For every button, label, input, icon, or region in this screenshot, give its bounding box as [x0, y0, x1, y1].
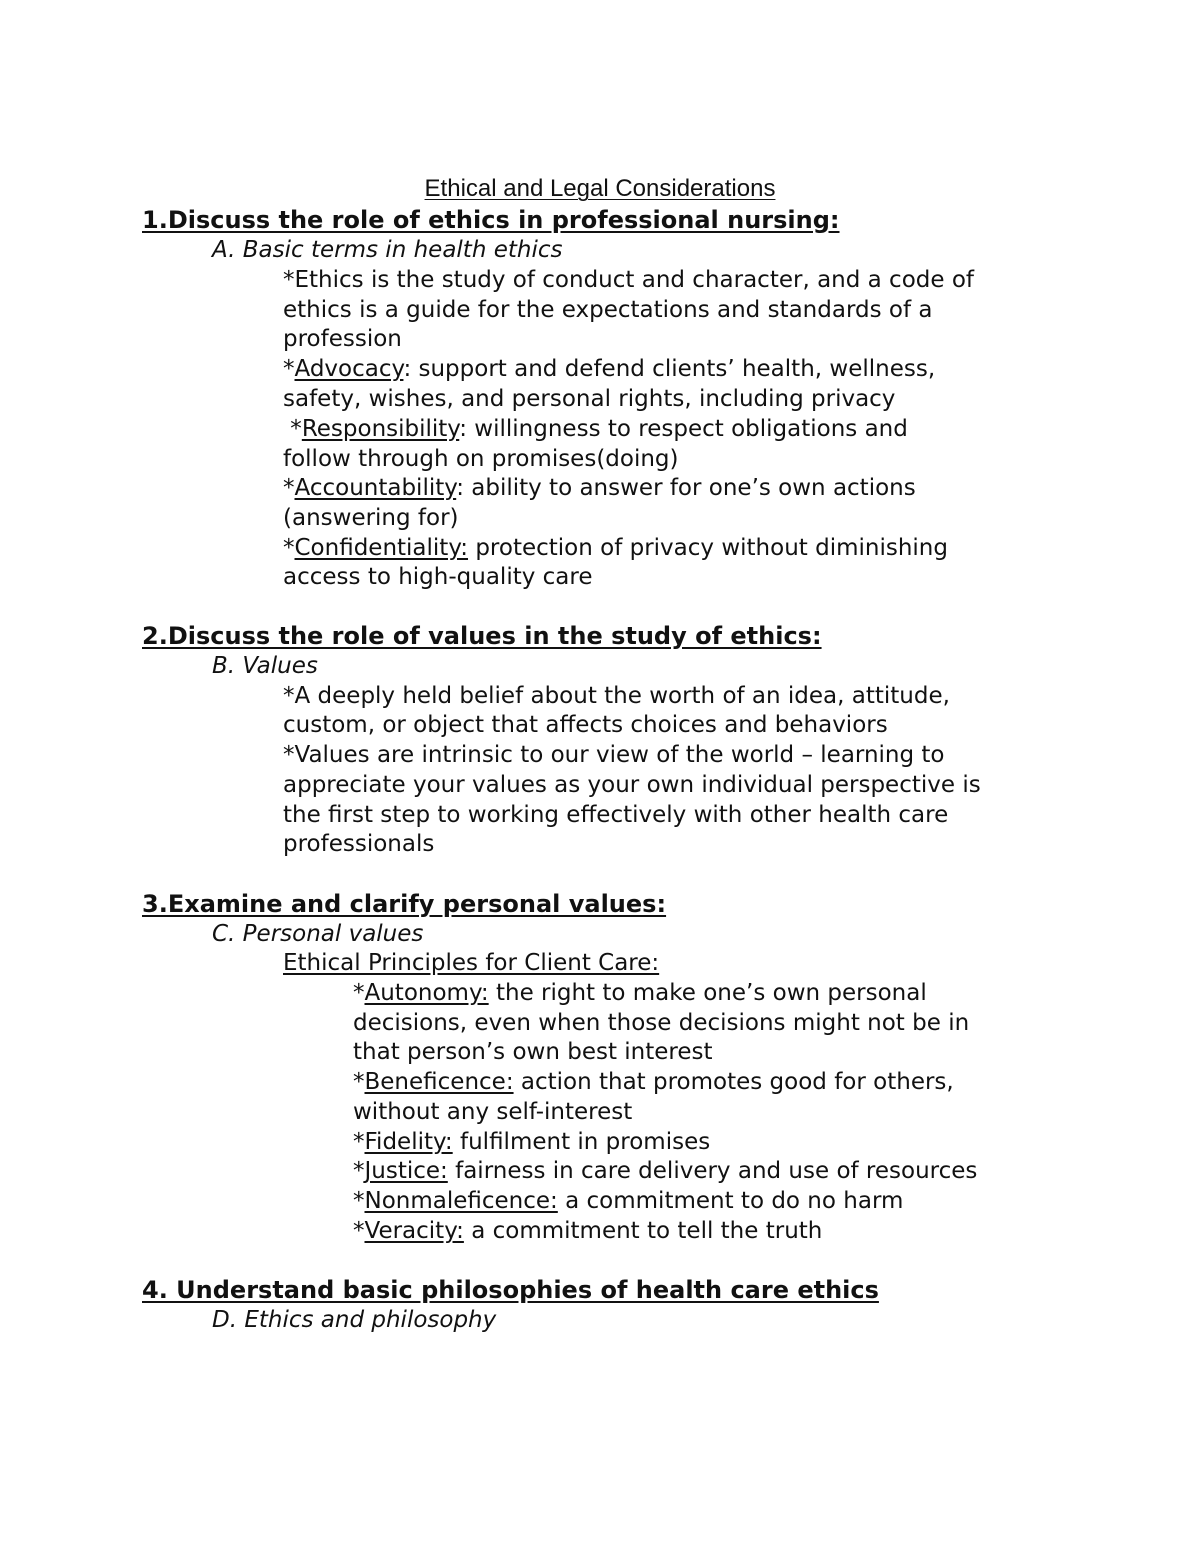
- responsibility-term: Responsibility: [301, 416, 460, 442]
- bullet-star: *: [283, 475, 295, 501]
- bullet-star: *: [353, 1129, 365, 1155]
- bullet-star: *: [353, 1218, 365, 1244]
- advocacy-term: Advocacy: [294, 356, 404, 382]
- advocacy-entry: [283, 354, 935, 384]
- autonomy-definition-line-2: decisions, even when those decisions might not be in: [353, 1010, 970, 1036]
- bullet-star: *: [283, 356, 295, 382]
- document-title: Ethical and Legal Considerations: [424, 175, 776, 202]
- section-3-heading: 3.Examine and clarify personal values:: [142, 890, 667, 918]
- confidentiality-term: Confidentiality:: [294, 535, 469, 561]
- beneficence-entry: [353, 1067, 954, 1097]
- responsibility-definition-line-2: follow through on promises(doing): [283, 446, 679, 472]
- accountability-definition-line-2: (answering for): [283, 505, 459, 531]
- nonmaleficence-definition: a commitment to do no harm: [557, 1188, 904, 1214]
- section-2-subheading: B. Values: [212, 653, 318, 679]
- ethical-principles-title: Ethical Principles for Client Care:: [283, 950, 660, 976]
- veracity-entry: [353, 1216, 822, 1246]
- bullet-star: *: [353, 1158, 365, 1184]
- section-1-heading: 1.Discuss the role of ethics in professional nursing:: [142, 206, 840, 234]
- veracity-definition: a commitment to tell the truth: [463, 1218, 823, 1244]
- responsibility-entry: [283, 414, 908, 444]
- autonomy-term: Autonomy:: [364, 980, 489, 1006]
- section-1-subheading: A. Basic terms in health ethics: [212, 237, 563, 263]
- justice-entry: [353, 1156, 977, 1186]
- bullet-star: *: [353, 1188, 365, 1214]
- bullet-star: *: [283, 416, 302, 442]
- confidentiality-definition-line-2: access to high-quality care: [283, 564, 593, 590]
- fidelity-entry: [353, 1127, 710, 1157]
- justice-definition: fairness in care delivery and use of resources: [447, 1158, 978, 1184]
- nonmaleficence-entry: [353, 1186, 903, 1216]
- bullet-star: *: [353, 1069, 365, 1095]
- values-line-6: professionals: [283, 831, 435, 857]
- section-2-heading: 2.Discuss the role of values in the study of ethics:: [142, 622, 822, 650]
- bullet-star: *: [283, 535, 295, 561]
- values-line-5: the first step to working effectively with other health care: [283, 802, 949, 828]
- values-line-2: custom, or object that affects choices and behaviors: [283, 712, 888, 738]
- values-line-3: *Values are intrinsic to our view of the world – learning to: [283, 742, 945, 768]
- advocacy-definition-line-2: safety, wishes, and personal rights, including privacy: [283, 386, 896, 412]
- section-4-heading: 4. Understand basic philosophies of health care ethics: [142, 1276, 879, 1304]
- accountability-entry: [283, 473, 916, 503]
- fidelity-definition: fulfilment in promises: [452, 1129, 711, 1155]
- ethics-definition-line-3: profession: [283, 326, 402, 352]
- autonomy-entry: [353, 978, 927, 1008]
- values-line-4: appreciate your values as your own individual perspective is: [283, 772, 981, 798]
- autonomy-definition: the right to make one’s own personal: [488, 980, 927, 1006]
- accountability-definition: : ability to answer for one’s own actions: [456, 475, 916, 501]
- bullet-star: *: [353, 980, 365, 1006]
- section-4-subheading: D. Ethics and philosophy: [212, 1307, 497, 1333]
- beneficence-definition-line-2: without any self-interest: [353, 1099, 633, 1125]
- confidentiality-definition: protection of privacy without diminishing: [468, 535, 948, 561]
- responsibility-definition: : willingness to respect obligations and: [459, 416, 908, 442]
- beneficence-definition: action that promotes good for others,: [513, 1069, 954, 1095]
- advocacy-definition: : support and defend clients’ health, wellness,: [403, 356, 936, 382]
- accountability-term: Accountability: [294, 475, 457, 501]
- justice-term: Justice:: [364, 1158, 448, 1184]
- veracity-term: Veracity:: [364, 1218, 464, 1244]
- fidelity-term: Fidelity:: [364, 1129, 453, 1155]
- ethics-definition-line-1: *Ethics is the study of conduct and character, and a code of: [283, 267, 974, 293]
- confidentiality-entry: [283, 533, 948, 563]
- beneficence-term: Beneficence:: [364, 1069, 514, 1095]
- section-3-subheading: C. Personal values: [212, 921, 424, 947]
- ethics-definition-line-2: ethics is a guide for the expectations and standards of a: [283, 297, 933, 323]
- values-line-1: *A deeply held belief about the worth of an idea, attitude,: [283, 683, 950, 709]
- nonmaleficence-term: Nonmaleficence:: [364, 1188, 558, 1214]
- autonomy-definition-line-3: that person’s own best interest: [353, 1039, 713, 1065]
